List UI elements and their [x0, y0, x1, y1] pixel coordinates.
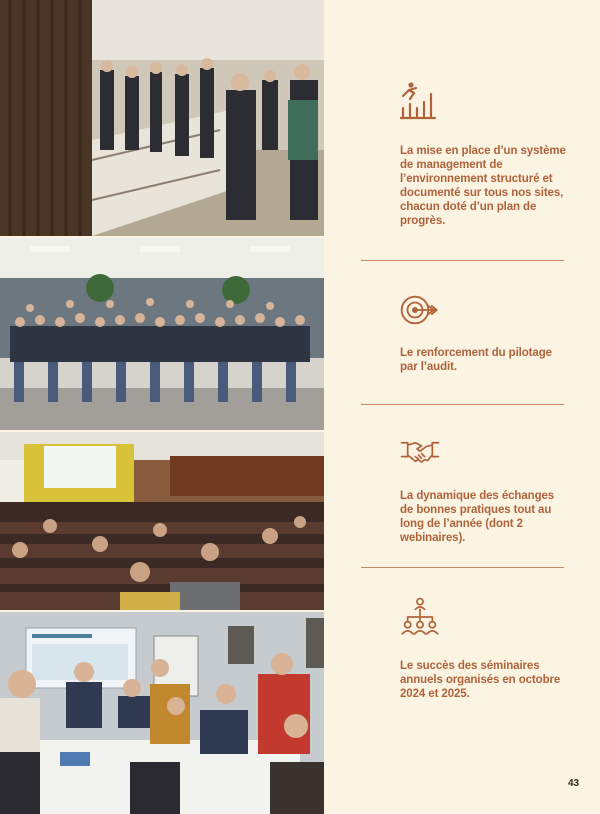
growth-chart-icon	[400, 80, 440, 120]
conference-room-photo	[0, 432, 324, 610]
handshake-icon	[400, 432, 440, 472]
divider	[361, 404, 564, 405]
target-arrow-icon	[400, 290, 440, 330]
highlight-audit	[400, 290, 570, 374]
team-network-icon	[400, 597, 440, 637]
highlight-text: La mise en place d’un système de management de l’environnement structuré et documenté sur tous nos sites, chacun doté d’un plan de progrès.	[400, 145, 566, 227]
workshop-photo	[0, 612, 324, 814]
highlight-seminars	[400, 597, 570, 701]
networking-photo	[0, 0, 324, 236]
highlight-management-system	[400, 80, 570, 228]
highlight-text: Le renforcement du pilotage par l’audit.	[400, 347, 552, 373]
divider	[361, 260, 564, 261]
divider	[361, 567, 564, 568]
highlight-text: La dynamique des échanges de bonnes pratiques tout au long de l’année (dont 2 webinaires).	[400, 490, 555, 544]
highlight-text: Le succès des séminaires annuels organisés en octobre 2024 et 2025.	[400, 660, 561, 700]
highlights-panel	[324, 0, 600, 814]
page-number: 43	[568, 778, 580, 789]
group-photo	[0, 238, 324, 430]
highlight-best-practices	[400, 432, 570, 545]
